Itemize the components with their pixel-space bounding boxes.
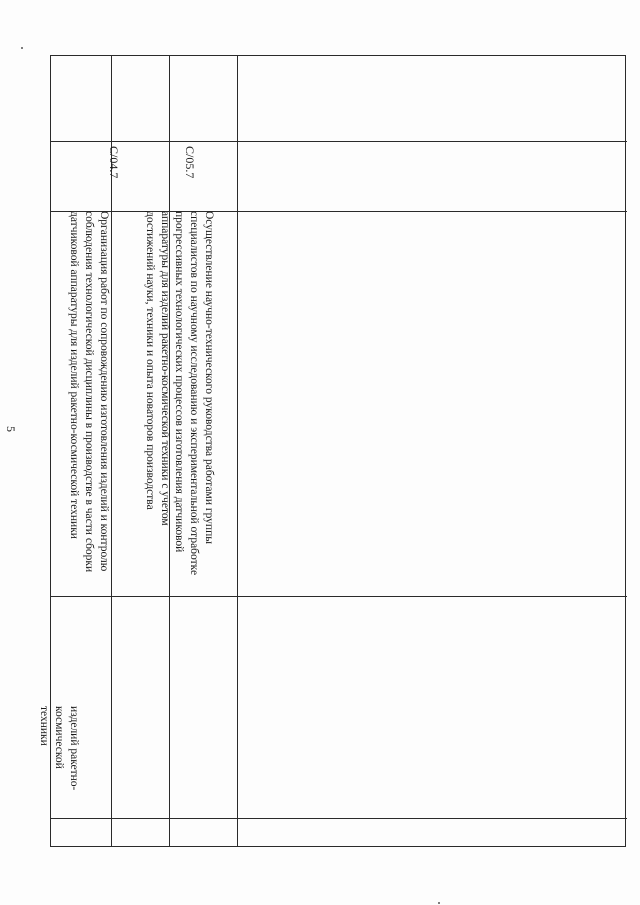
row-separator [237, 56, 238, 846]
function-description-2: Осуществление научно-технического руководства работами группы специалистов по научному исследованию и экспериментальной отработке прогрессивных технологических процессов изготовления датчиковой аппаратуры для изделий ракетно-космической техники с учетом достижений науки, техники и опыта новаторов производства [143, 211, 215, 576]
function-table [38, 55, 626, 847]
generalized-function-label: изделий ракетно-космической техники [38, 706, 80, 791]
page-number: 5 [4, 426, 18, 432]
column-separator [201, 141, 627, 142]
function-code-1: C/04.7 [107, 146, 121, 179]
column-separator [201, 211, 627, 212]
function-description-1: Организация работ по сопровождению изготовления изделий и контролю соблюдения технологической дисциплины в производстве в части сборки датчиковой аппаратуры для изделий ракетно-космической техники [68, 211, 110, 573]
column-separator [51, 818, 627, 819]
function-code-2: C/05.7 [183, 146, 197, 179]
scan-speck [438, 902, 440, 904]
column-separator [51, 141, 201, 142]
scan-speck [21, 47, 23, 49]
column-separator [51, 596, 627, 597]
